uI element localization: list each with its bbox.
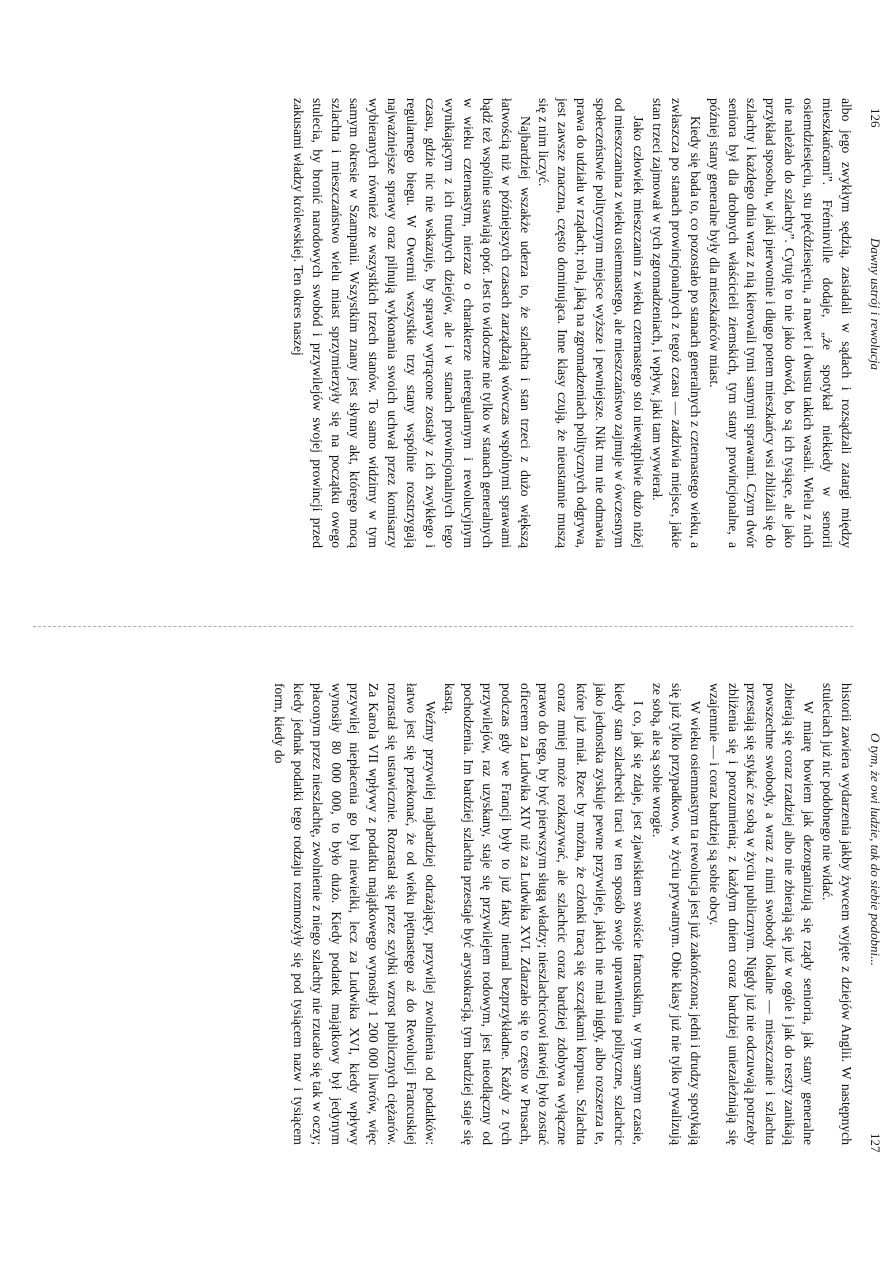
- running-title: O tym, że owi ludzie, tak do siebie podobni...: [868, 733, 883, 966]
- paragraph: W miarę bowiem jak dezorganizują się rządy senioria, jak stany generalne zbierają się coraz rzadziej albo nie zbierają się już w ogóle i jak do reszty zanikają powszechne swobody, a wraz z nimi swobody lokalne — mieszczanie i szlachta przestają się stykać ze sobą w życiu publicznym. Nigdy już nie odczuwają potrzeby zbliżenia się i porozumienia; z każdym dniem coraz bardziej uniezależniają się wzajemnie — i coraz bardziej są sobie obcy.: [706, 683, 817, 1145]
- paragraph: albo jego zwykłym sędzią, zasiadali w sądach i rozsądzali zatargi między mieszkańcami”. Fréminville dodaje, „że spotykał niekiedy w senorii osiemdziesięciu, stu pięćdziesięciu, a nawet i dwustu takich wasali. Wielu z nich nie należało do szlachty”. Cytuję to nie jako dowód, bo są ich tysiące, ale jako przykład sposobu, w jaki pierwotnie i długo potem mieszkańcy wsi zbliżali się do szlachty i każdego dnia wraz z nią kierowali tymi samymi sprawami. Czym dwór seniora był dla drobnych właścicieli ziemskich, tym stany prowincjonalne, a później stany generalne były dla mieszkańców miast.: [706, 98, 854, 548]
- body-text: [288, 98, 855, 548]
- right-page: [0, 633, 893, 1263]
- page-number: 127: [868, 1133, 883, 1153]
- paragraph: Kiedy się bada to, co pozostało po stanach generalnych z czternastego wieku, a zwłaszcza po stanach prowincjonalnych z tegoż czasu — zadziwia miejsce, jakie stan trzeci zajmował w tych zgromadzeniach, i wpływ, jaki tam wywierał.: [649, 98, 703, 548]
- paragraph: Najbardziej wszakże uderza to, że szlachta i stan trzeci z dużo większą łatwością niż w późniejszych czasach zarządzają wówczas wspólnymi sprawami bądź też wspólnie stawiają opór. Jest to widoczne nie tylko w stanach generalnych w wieku czternastym, nierzaz o charakterze nieregularnym i rewolucyjnym wynikającym z ich trudnych dziejów, ale i w stanach prowincjonalnych tego czasu, gdzie nic nie wskazuje, by sprawy wytrącone zostały z ich zwykłego i regularnego biegu. W Owernii wszystkie trzy stany wspólnie rozstrzygają najważniejsze sprawy oraz pilnują wykonania swoich uchwał przez komisarzy wybieranych również ze wszystkich trzech stanów. To samo widzimy w tym samym okresie w Szampanii. Wszystkim znany jest słynny akt, którego mocą szlachta i mieszczaństwo wielu miast sprzymierzyły się na początku owego stulecia, by bronić narodowych swobód i przywilejów swojej prowincji przed zakusami władzy królewskiej. Ten okres naszej: [290, 98, 533, 548]
- left-page: [0, 0, 893, 630]
- running-head: [861, 108, 883, 548]
- paragraph: Weźmy przywilej najbardziej odrażający, przywilej zwolnienia od podatków: łatwo jest się przekonać, że od wieku piętnastego aż do Rewolucji Francuskiej rozrastał się ustawicznie. Rozrastał się przez szybki wzrost publicznych ciężarów. Za Karola VII wpływy z podatku majątkowego wynosiły 1 200 000 liwrów, więc przywilej niepłacenia go był niewielki, lecz za Ludwika XVI, kiedy wpływy wynosiły 80 000 000, to było dużo. Kiedy podatek majątkowy był jedynym płaconym przez nieszlachtę, zwolnienie z niego szlachty nie rzucało się tak w oczy; kiedy jednak podatki tego rodzaju rozmnożyły się pod tysiącem nazw i tysiącem form, kiedy do: [271, 683, 439, 1145]
- paragraph: W wieku osiemnastym ta rewolucja jest już zakończona; jedni i drudzy spotykają się już tylko przypadkowo, w życiu prywatnym. Obie klasy już nie tylko rywalizują ze sobą, ale są sobie wrogie.: [649, 683, 703, 1145]
- running-title: Dawny ustrój i rewolucja: [868, 238, 883, 371]
- paragraph: I co, jak się zdaje, jest zjawiskiem swoiście francuskim, w tym samym czasie, kiedy stan szlachecki traci w ten sposób swoje uprawnienia polityczne, szlachcic jako jednostka zyskuje pewne przywileje, jakich nie miał nigdy, albo rozszerza te, które już miał. Rzec by można, że członki tracą się szczątkami korpusu. Szlachta coraz mniej może rozkazywać, ale szlachcic coraz bardziej zdobywa wyłączne prawo do tego, by być pierwszym sługą władzy; nieszlachcicowi łatwiej było zostać oficerem za Ludwika XIV niż za Ludwika XVI. Zdarzało się to często w Prusach, podczas gdy we Francji były to już fakty niemal bezprzykładne. Każdy z tych przywilejów, raz uzyskany, staje się przywilejem rodowym, jest nieodłączny od pochodzenia. Im bardziej szlachta przestaje być arystokracją, tym bardziej staje się kastą.: [441, 683, 647, 1145]
- paragraph: Jako człowiek mieszczanin z wieku czternastego stoi niewątpliwie dużo niżej od mieszczanina z wieku osiemnastego, ale mieszczaństwo zajmuje w ówczesnym społeczeństwie politycznym miejsce wyższe i pewniejsze. Nikt mu nie odmawia prawa do udziału w rządach; rola, jaką na zgromadzeniach politycznych odgrywa, jest zawsze znaczna, często dominująca. Inne klasy czują, że nieustannie muszą się z nim liczyć.: [536, 98, 647, 548]
- paragraph: historii zawiera wydarzenia jakby żywcem wyjęte z dziejów Anglii. W następnych stuleciach już nic podobnego nie widać.: [820, 683, 854, 1145]
- running-head: [861, 693, 883, 1153]
- page-number: 126: [868, 108, 883, 128]
- body-text: [269, 683, 855, 1145]
